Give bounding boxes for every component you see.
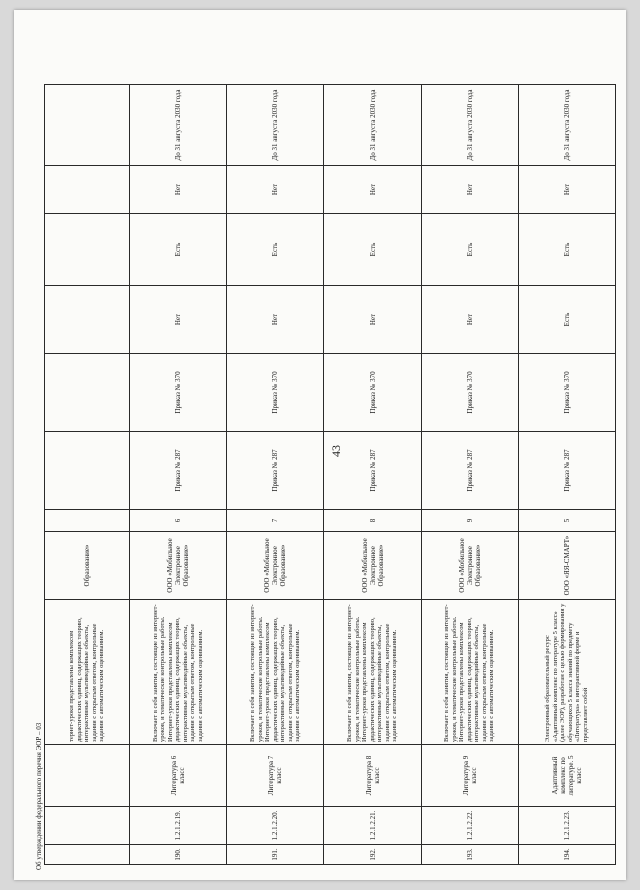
row-id: 192. xyxy=(324,845,421,865)
row-code: 1.2.1.2.19. xyxy=(130,807,227,845)
row-id: 190. xyxy=(130,845,227,865)
table-row xyxy=(518,85,615,865)
row-code: 1.2.1.2.20. xyxy=(227,807,324,845)
row-organization: Образование» xyxy=(45,532,130,600)
row-flag-2: Есть xyxy=(324,214,421,286)
row-flag-2: Есть xyxy=(518,214,615,286)
row-flag-3 xyxy=(45,166,130,214)
row-grade: 5 xyxy=(518,510,615,532)
row-order-370: Приказ № 370 xyxy=(324,354,421,432)
row-deadline: До 31 августа 2030 года xyxy=(518,85,615,166)
row-description: Включает в себя занятия, состоящие из интернет-уроков, и тематические контрольные работы. Интернет-уроки представлены комплексом дидактических единиц, содержащих теорию, интерактивные мультимедийные объекты, задания с открытым ответом, контрольные задания с автоматическим оцениванием. xyxy=(421,600,518,745)
row-flag-1: Нет xyxy=(324,286,421,354)
row-flag-2 xyxy=(45,214,130,286)
page-number: 43 xyxy=(329,445,343,457)
row-description: Включает в себя занятия, состоящие из интернет-уроков, и тематические контрольные работы. Интернет-уроки представлены комплексом дидактических единиц, содержащих теорию, интерактивные мультимедийные объекты, задания с открытым ответом, контрольные задания с автоматическим оцениванием. xyxy=(227,600,324,745)
row-description: Электронный образовательный ресурс «Адаптивный комплекс по литературе 5 класс» (далее ЭОР), разработан с целью формирования у обучающихся 5 класса знаний по предмету «Литература» в интерактивной форме и представляет собой xyxy=(518,600,615,745)
row-order-287: Приказ № 287 xyxy=(518,432,615,510)
row-code: 1.2.1.2.22. xyxy=(421,807,518,845)
row-description: тернет-уроки представлены комплексом дидактических единиц, содержащих теорию, интерактивные мультимедийные объекты, задания с открытым ответом, контрольные задания с автоматическим оцениванием. xyxy=(45,600,130,745)
row-flag-3: Нет xyxy=(421,166,518,214)
row-id: 191. xyxy=(227,845,324,865)
row-organization: ООО «Мобильное Электронное Образование» xyxy=(324,532,421,600)
row-organization: ООО «ЯЯ-СМАРТ» xyxy=(518,532,615,600)
row-flag-2: Есть xyxy=(130,214,227,286)
row-organization: ООО «Мобильное Электронное Образование» xyxy=(421,532,518,600)
table-row xyxy=(227,85,324,865)
table-row xyxy=(45,85,130,865)
row-deadline xyxy=(45,85,130,166)
row-id xyxy=(45,845,130,865)
row-order-287: Приказ № 287 xyxy=(227,432,324,510)
row-order-287: Приказ № 287 xyxy=(421,432,518,510)
row-organization: ООО «Мобильное Электронное Образование» xyxy=(227,532,324,600)
row-order-370: Приказ № 370 xyxy=(130,354,227,432)
row-deadline: До 31 августа 2030 года xyxy=(130,85,227,166)
row-flag-1: Есть xyxy=(518,286,615,354)
row-order-370: Приказ № 370 xyxy=(421,354,518,432)
row-code: 1.2.1.2.21. xyxy=(324,807,421,845)
rotated-table-wrapper xyxy=(44,85,616,865)
row-grade: 9 xyxy=(421,510,518,532)
row-name: Литература 9 класс xyxy=(421,745,518,807)
row-order-370: Приказ № 370 xyxy=(227,354,324,432)
row-deadline: До 31 августа 2030 года xyxy=(324,85,421,166)
row-id: 194. xyxy=(518,845,615,865)
row-order-370: Приказ № 370 xyxy=(518,354,615,432)
row-name: Литература 8 класс xyxy=(324,745,421,807)
row-deadline: До 31 августа 2030 года xyxy=(421,85,518,166)
row-description: Включает в себя занятия, состоящие из интернет-уроков, и тематические контрольные работы. Интернет-уроки представлены комплексом дидактических единиц, содержащих теорию, интерактивные мультимедийные объекты, задания с открытым ответом, контрольные задания с автоматическим оцениванием. xyxy=(130,600,227,745)
row-flag-1: Нет xyxy=(421,286,518,354)
row-grade: 8 xyxy=(324,510,421,532)
row-grade: 7 xyxy=(227,510,324,532)
eor-list-table xyxy=(44,84,616,865)
row-grade xyxy=(45,510,130,532)
row-flag-3: Нет xyxy=(130,166,227,214)
row-name: Литература 7 класс xyxy=(227,745,324,807)
row-order-370 xyxy=(45,354,130,432)
row-name xyxy=(45,745,130,807)
row-order-287: Приказ № 287 xyxy=(130,432,227,510)
row-flag-3: Нет xyxy=(324,166,421,214)
row-code xyxy=(45,807,130,845)
row-deadline: До 31 августа 2030 года xyxy=(227,85,324,166)
row-flag-1: Нет xyxy=(227,286,324,354)
row-flag-3: Нет xyxy=(227,166,324,214)
row-flag-1: Нет xyxy=(130,286,227,354)
row-flag-3: Нет xyxy=(518,166,615,214)
row-organization: ООО «Мобильное Электронное Образование» xyxy=(130,532,227,600)
table-row xyxy=(421,85,518,865)
footer-note: Об утверждении федерального перечня ЭОР – 03 xyxy=(35,722,43,870)
row-flag-1 xyxy=(45,286,130,354)
row-flag-2: Есть xyxy=(421,214,518,286)
document-page xyxy=(14,10,626,880)
row-grade: 6 xyxy=(130,510,227,532)
row-flag-2: Есть xyxy=(227,214,324,286)
table-row xyxy=(130,85,227,865)
table-row xyxy=(324,85,421,865)
row-name: Литература 6 класс xyxy=(130,745,227,807)
row-order-287 xyxy=(45,432,130,510)
row-code: 1.2.1.2.23. xyxy=(518,807,615,845)
row-id: 193. xyxy=(421,845,518,865)
row-name: Адаптивный комплекс по литературе. 5 класс xyxy=(518,745,615,807)
row-order-287: Приказ № 287 xyxy=(324,432,421,510)
row-description: Включает в себя занятия, состоящие из интернет-уроков, и тематические контрольные работы. Интернет-уроки представлены комплексом дидактических единиц, содержащих теорию, интерактивные мультимедийные объекты, задания с открытым ответом, контрольные задания с автоматическим оцениванием. xyxy=(324,600,421,745)
